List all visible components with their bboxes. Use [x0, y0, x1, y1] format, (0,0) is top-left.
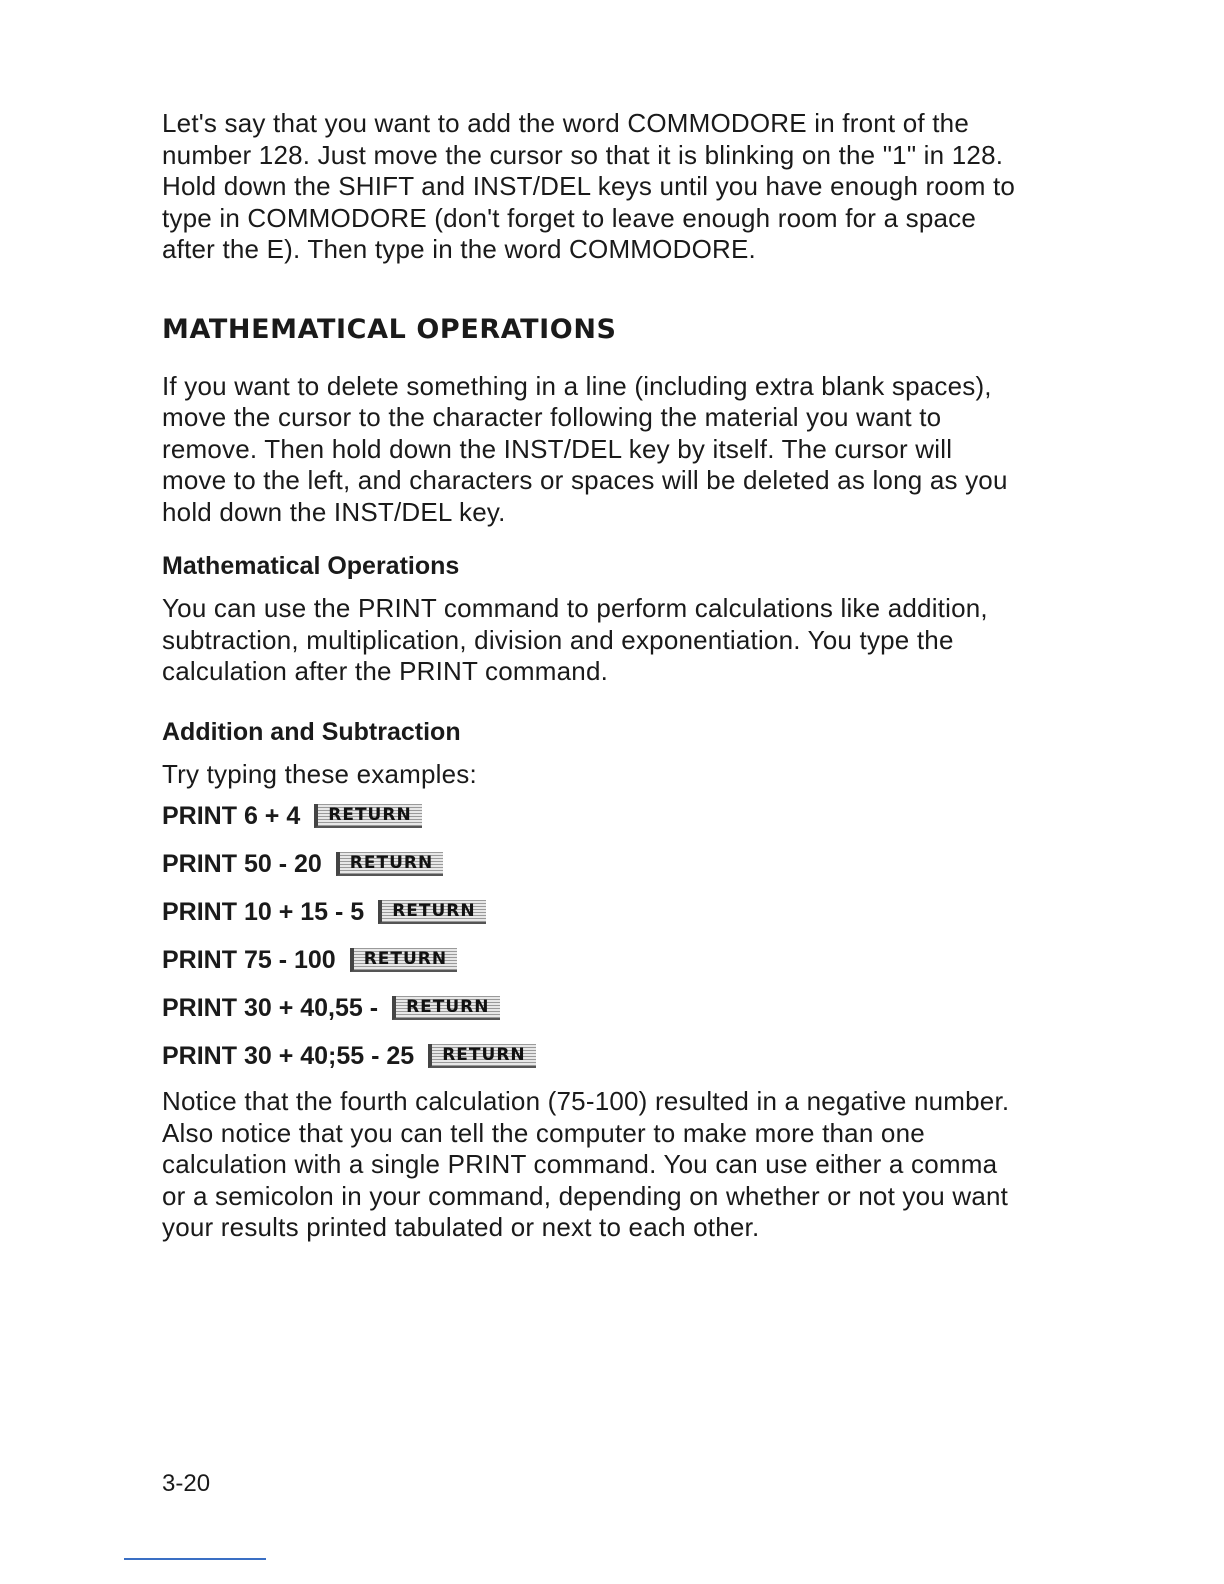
- return-key-icon: RETURN: [350, 948, 457, 972]
- example-text: PRINT 50 - 20: [162, 849, 322, 878]
- return-key-icon: RETURN: [378, 900, 485, 924]
- delete-paragraph: If you want to delete something in a line (including extra blank spaces), move the cursor to the character following the material you want to remove. Then hold down the INST/DEL key by itself. The cursor will move to the left, and characters or spaces will be deleted as long as you hold down the INST/DEL key.: [162, 370, 1008, 527]
- return-key-icon: RETURN: [428, 1044, 535, 1068]
- notice-paragraph: Notice that the fourth calculation (75-100) resulted in a negative number. Also notice that you can tell the computer to make more than one calculation with a single PRINT command. You can use either a comma or a semicolon in your command, depending on whether or not you want your results printed tabulated or next to each other.: [162, 1086, 1010, 1242]
- math-ops-heading: Mathematical Operations: [162, 552, 460, 580]
- intro-paragraph: Let's say that you want to add the word COMMODORE in front of the number 128. Just move the cursor so that it is blinking on the "1" in 128. Hold down the SHIFT and INST/DEL keys until you have enough room to type in COMMODORE (don't forget to leave enough room for a space after the E). Then type in the word COMMODORE.: [162, 108, 1016, 264]
- math-ops-paragraph: You can use the PRINT command to perform calculations like addition, subtraction, multiplication, division and exponentiation. You type the calculation after the PRINT command.: [162, 593, 988, 686]
- example-text: PRINT 75 - 100: [162, 945, 336, 974]
- example-line: [162, 1040, 1022, 1072]
- example-text: PRINT 30 + 40;55 - 25: [162, 1041, 415, 1070]
- return-key-icon: RETURN: [336, 852, 443, 876]
- return-key-icon: RETURN: [392, 996, 499, 1020]
- examples-prompt: Try typing these examples:: [162, 758, 477, 789]
- example-line: [162, 992, 1022, 1024]
- return-key-icon: RETURN: [314, 804, 421, 828]
- example-text: PRINT 10 + 15 - 5: [162, 897, 365, 926]
- example-line: [162, 944, 1022, 976]
- section-title: MATHEMATICAL OPERATIONS: [162, 313, 617, 345]
- example-line: [162, 896, 1022, 928]
- example-text: PRINT 6 + 4: [162, 801, 301, 830]
- example-line: [162, 800, 1022, 832]
- examples-list: [162, 800, 1022, 1072]
- page-body: [162, 108, 1022, 1244]
- footer-rule: [124, 1558, 266, 1560]
- example-line: [162, 848, 1022, 880]
- add-sub-heading: Addition and Subtraction: [162, 717, 461, 746]
- page-number: 3-20: [162, 1470, 211, 1497]
- example-text: PRINT 30 + 40,55 -: [162, 993, 379, 1022]
